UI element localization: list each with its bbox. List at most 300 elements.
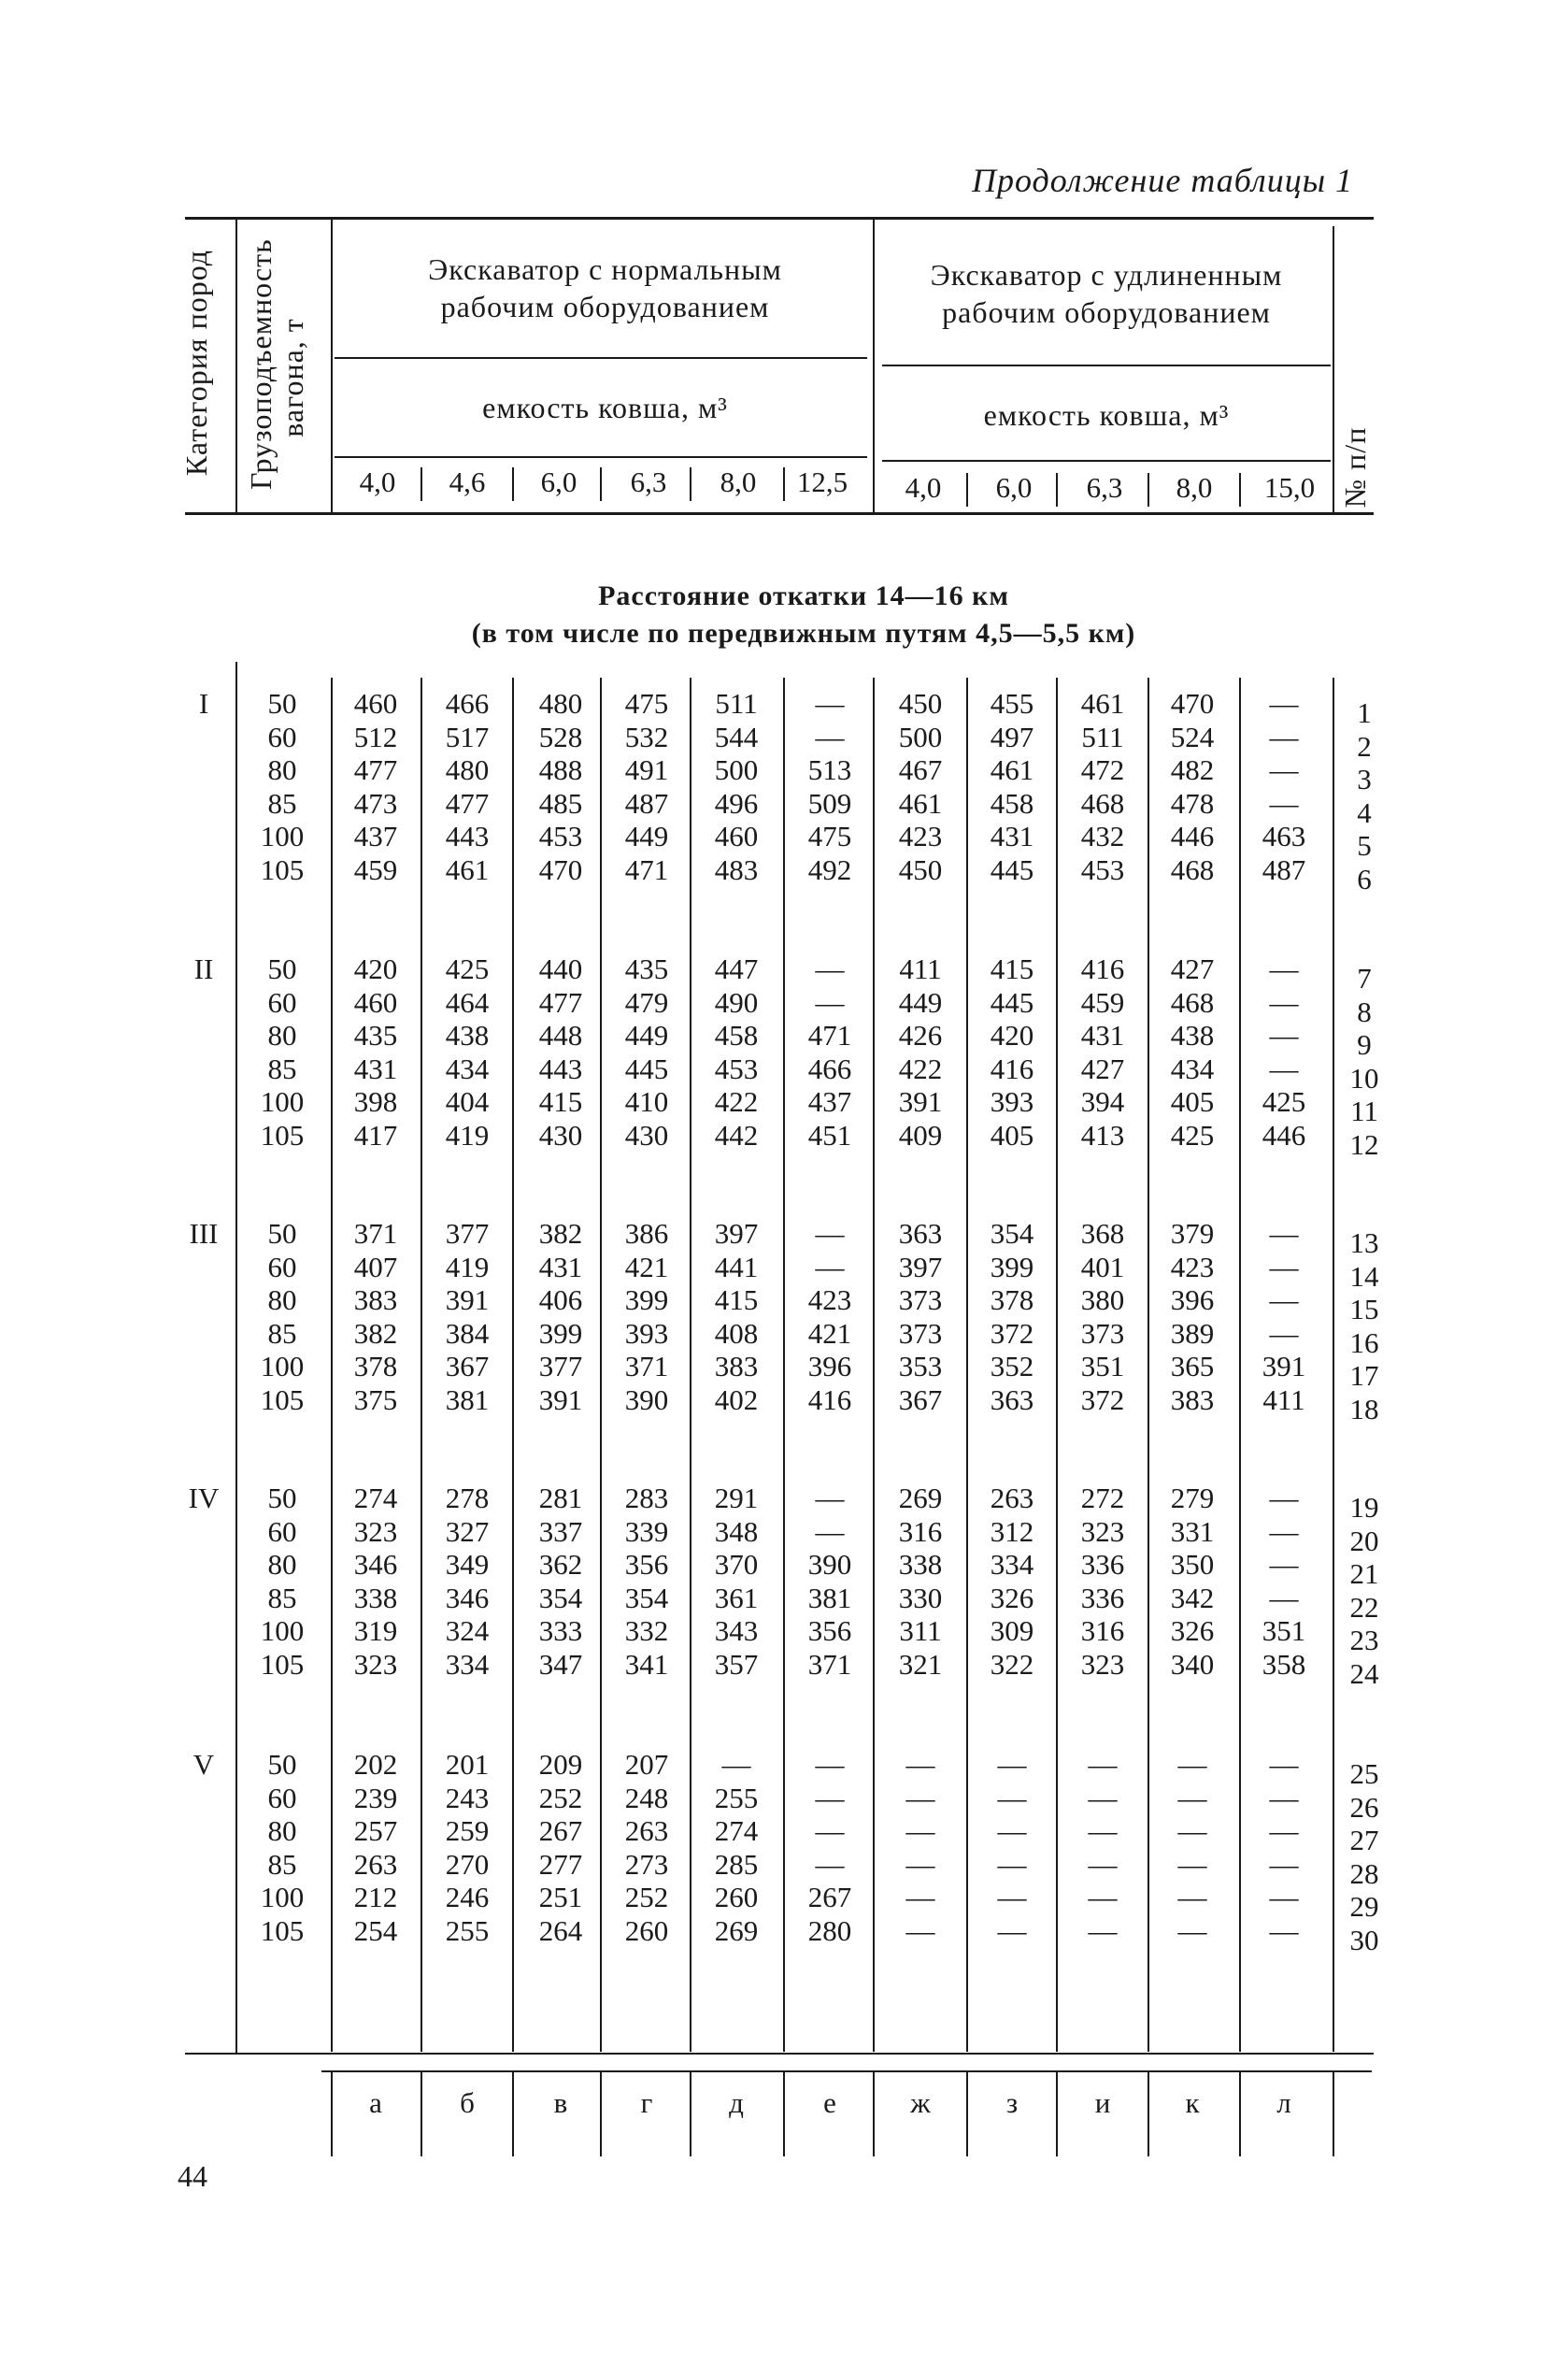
table-cell: — xyxy=(1269,753,1299,786)
table-cell: 349 xyxy=(445,1548,490,1581)
capacity-cell: 60 xyxy=(267,720,297,753)
table-cell: 431 xyxy=(1080,1019,1125,1052)
header-vline-4 xyxy=(1333,226,1334,512)
table-cell: 511 xyxy=(715,687,758,720)
table-cell: 339 xyxy=(624,1514,669,1548)
table-cell: 347 xyxy=(538,1647,583,1681)
table-cell: 375 xyxy=(353,1382,398,1416)
capacity-cell: 85 xyxy=(267,1316,297,1350)
table-cell: 363 xyxy=(990,1382,1034,1416)
table-cell: — xyxy=(815,1781,845,1814)
table-cell: — xyxy=(815,1814,845,1847)
capacity-cell: 50 xyxy=(267,1217,297,1250)
table-cell: 411 xyxy=(899,952,942,985)
table-cell: 254 xyxy=(353,1913,398,1947)
table-cell: 358 xyxy=(1262,1647,1306,1681)
page-number: 44 xyxy=(178,2159,207,2193)
table-cell: 455 xyxy=(990,687,1034,720)
table-cell: — xyxy=(1269,1748,1299,1781)
group1-title-line1: Экскаватор с нормальным xyxy=(428,252,782,286)
table-cell: 356 xyxy=(807,1614,852,1647)
table-cell: 480 xyxy=(538,687,583,720)
table-cell: 257 xyxy=(353,1814,398,1847)
row-number: 23 xyxy=(1349,1624,1379,1656)
table-cell: 431 xyxy=(353,1052,398,1085)
table-cell: 274 xyxy=(714,1814,759,1847)
body-vline xyxy=(966,678,968,2052)
table-cell: 291 xyxy=(714,1482,759,1514)
table-cell: — xyxy=(815,1482,845,1514)
table-cell: 492 xyxy=(807,852,852,886)
table-cell: 243 xyxy=(445,1781,490,1814)
table-cell: — xyxy=(1269,1316,1299,1350)
table-cell: 354 xyxy=(624,1581,669,1614)
table-cell: 263 xyxy=(353,1847,398,1881)
table-cell: 416 xyxy=(990,1052,1034,1085)
capacity-cell: 50 xyxy=(267,1482,297,1514)
table-cell: 343 xyxy=(714,1614,759,1647)
group2-title xyxy=(882,256,1331,331)
row-number: 27 xyxy=(1349,1824,1379,1856)
row-number: 26 xyxy=(1349,1790,1379,1824)
table-cell: 260 xyxy=(714,1881,759,1913)
table-cell: — xyxy=(815,952,845,985)
table-cell: 490 xyxy=(714,985,759,1019)
table-cell: 464 xyxy=(445,985,490,1019)
table-cell: 399 xyxy=(990,1250,1034,1283)
table-cell: 401 xyxy=(1080,1250,1125,1283)
table-cell: 269 xyxy=(714,1913,759,1947)
table-cell: 323 xyxy=(353,1514,398,1548)
column-letter: г xyxy=(640,2086,653,2119)
capacity-cell: 100 xyxy=(260,820,305,852)
table-cell: 459 xyxy=(353,852,398,886)
table-cell: 446 xyxy=(1170,820,1215,852)
body-vline xyxy=(1147,678,1149,2052)
table-cell: 338 xyxy=(898,1548,943,1581)
footer-divider xyxy=(1056,2070,1058,2156)
table-cell: 431 xyxy=(990,820,1034,852)
table-cell: 248 xyxy=(624,1781,669,1814)
table-cell: 487 xyxy=(624,786,669,820)
group2-title-line2: рабочим оборудованием xyxy=(942,295,1271,329)
table-cell: 432 xyxy=(1080,820,1125,852)
row-number: 22 xyxy=(1349,1590,1379,1624)
capacity-cell: 80 xyxy=(267,1283,297,1316)
table-cell: 396 xyxy=(807,1350,852,1382)
capacity-header xyxy=(245,237,320,518)
capacity-cell: 60 xyxy=(267,1250,297,1283)
category-label: II xyxy=(193,952,214,985)
group1-title-line2: рабочим оборудованием xyxy=(440,290,770,323)
bucket-value: 6,0 xyxy=(540,465,577,498)
header-vline-1 xyxy=(235,217,237,512)
footer-divider xyxy=(1333,2070,1334,2156)
table-cell: 416 xyxy=(1080,952,1125,985)
table-cell: 420 xyxy=(990,1019,1034,1052)
table-cell: 239 xyxy=(353,1781,398,1814)
table-cell: 500 xyxy=(898,720,943,753)
row-number: 4 xyxy=(1357,795,1372,829)
group1-title xyxy=(346,251,864,325)
table-cell: 453 xyxy=(1080,852,1125,886)
table-cell: — xyxy=(1269,952,1299,985)
table-cell: 405 xyxy=(1170,1085,1215,1118)
group2-bucket-label: емкость ковша, м³ xyxy=(983,398,1230,432)
table-cell: 393 xyxy=(624,1316,669,1350)
table-cell: 397 xyxy=(898,1250,943,1283)
body-vline xyxy=(690,678,691,2052)
table-cell: 362 xyxy=(538,1548,583,1581)
row-number: 17 xyxy=(1349,1359,1379,1392)
table-cell: 470 xyxy=(1170,687,1215,720)
table-cell: 372 xyxy=(1080,1382,1125,1416)
table-cell: 477 xyxy=(445,786,490,820)
table-cell: 390 xyxy=(807,1548,852,1581)
table-cell: — xyxy=(1269,1052,1299,1085)
table-cell: — xyxy=(1269,985,1299,1019)
table-cell: 251 xyxy=(538,1881,583,1913)
table-cell: 427 xyxy=(1080,1052,1125,1085)
table-cell: — xyxy=(1269,1514,1299,1548)
footer-divider xyxy=(783,2070,785,2156)
table-cell: 341 xyxy=(624,1647,669,1681)
table-cell: 497 xyxy=(990,720,1034,753)
table-cell: 461 xyxy=(445,852,490,886)
table-cell: 517 xyxy=(445,720,490,753)
capacity-cell: 60 xyxy=(267,1514,297,1548)
table-cell: 393 xyxy=(990,1085,1034,1118)
table-cell: 445 xyxy=(990,852,1034,886)
table-cell: 437 xyxy=(353,820,398,852)
row-number: 6 xyxy=(1357,862,1372,895)
bucket-value: 8,0 xyxy=(1176,471,1213,504)
table-cell: 430 xyxy=(538,1118,583,1152)
table-cell: 259 xyxy=(445,1814,490,1847)
table-cell: 212 xyxy=(353,1881,398,1913)
table-cell: 398 xyxy=(353,1085,398,1118)
table-cell: 434 xyxy=(445,1052,490,1085)
table-cell: 207 xyxy=(624,1748,669,1781)
table-cell: 442 xyxy=(714,1118,759,1152)
category-label: III xyxy=(189,1217,219,1250)
table-cell: 319 xyxy=(353,1614,398,1647)
footer-divider xyxy=(966,2070,968,2156)
table-cell: 420 xyxy=(353,952,398,985)
table-cell: 471 xyxy=(807,1019,852,1052)
bucket-divider xyxy=(600,467,602,501)
table-cell: 485 xyxy=(538,786,583,820)
table-cell: 435 xyxy=(353,1019,398,1052)
table-cell: 461 xyxy=(898,786,943,820)
table-cell: 350 xyxy=(1170,1548,1215,1581)
capacity-cell: 105 xyxy=(260,1647,305,1681)
table-cell: — xyxy=(905,1748,935,1781)
table-cell: 404 xyxy=(445,1085,490,1118)
table-cell: — xyxy=(1269,786,1299,820)
table-cell: 468 xyxy=(1170,985,1215,1019)
table-cell: — xyxy=(1269,1913,1299,1947)
table-cell: 441 xyxy=(714,1250,759,1283)
section-title-line1: Расстояние откатки 14—16 км xyxy=(598,580,1009,611)
header-bottom-rule xyxy=(185,512,1374,515)
header-vline-2 xyxy=(331,217,333,512)
table-cell: 274 xyxy=(353,1482,398,1514)
table-cell: 483 xyxy=(714,852,759,886)
table-cell: 423 xyxy=(1170,1250,1215,1283)
capacity-cell: 100 xyxy=(260,1614,305,1647)
table-caption: Продолжение таблицы 1 xyxy=(972,162,1354,199)
table-cell: 352 xyxy=(990,1350,1034,1382)
table-cell: 383 xyxy=(353,1283,398,1316)
table-cell: 425 xyxy=(1170,1118,1215,1152)
table-cell: 330 xyxy=(898,1581,943,1614)
table-cell: 435 xyxy=(624,952,669,985)
footer-divider xyxy=(512,2070,514,2156)
table-cell: 427 xyxy=(1170,952,1215,985)
table-cell: — xyxy=(1088,1913,1118,1947)
table-cell: 415 xyxy=(538,1085,583,1118)
table-cell: 260 xyxy=(624,1913,669,1947)
table-cell: 333 xyxy=(538,1614,583,1647)
number-header: № п/п xyxy=(1338,426,1372,508)
table-cell: 370 xyxy=(714,1548,759,1581)
table-cell: 426 xyxy=(898,1019,943,1052)
table-cell: — xyxy=(1269,1548,1299,1581)
capacity-cell: 50 xyxy=(267,1748,297,1781)
table-cell: 423 xyxy=(898,820,943,852)
table-cell: 336 xyxy=(1080,1548,1125,1581)
table-cell: 273 xyxy=(624,1847,669,1881)
table-cell: 285 xyxy=(714,1847,759,1881)
table-cell: 373 xyxy=(898,1316,943,1350)
table-cell: 473 xyxy=(353,786,398,820)
table-cell: — xyxy=(1269,687,1299,720)
table-cell: 475 xyxy=(624,687,669,720)
capacity-cell: 60 xyxy=(267,1781,297,1814)
table-cell: 422 xyxy=(898,1052,943,1085)
table-cell: 471 xyxy=(624,852,669,886)
table-cell: 209 xyxy=(538,1748,583,1781)
table-cell: 394 xyxy=(1080,1085,1125,1118)
table-cell: 336 xyxy=(1080,1581,1125,1614)
table-cell: — xyxy=(815,1250,845,1283)
column-letter: ж xyxy=(910,2086,931,2119)
table-cell: — xyxy=(1269,1019,1299,1052)
table-cell: 402 xyxy=(714,1382,759,1416)
group2-title-line1: Экскаватор с удлиненным xyxy=(930,258,1283,292)
group1-mid-rule xyxy=(335,357,867,359)
table-cell: 280 xyxy=(807,1913,852,1947)
table-cell: 327 xyxy=(445,1514,490,1548)
body-vline xyxy=(1056,678,1058,2052)
table-cell: 513 xyxy=(807,753,852,786)
table-cell: — xyxy=(1269,1881,1299,1913)
table-cell: 346 xyxy=(353,1548,398,1581)
body-bottom-rule xyxy=(185,2053,1374,2055)
table-cell: — xyxy=(1269,1482,1299,1514)
table-cell: 422 xyxy=(714,1085,759,1118)
table-cell: 278 xyxy=(445,1482,490,1514)
capacity-cell: 80 xyxy=(267,1548,297,1581)
capacity-cell: 50 xyxy=(267,952,297,985)
table-cell: 309 xyxy=(990,1614,1034,1647)
table-cell: — xyxy=(1088,1881,1118,1913)
table-cell: 447 xyxy=(714,952,759,985)
table-cell: 461 xyxy=(1080,687,1125,720)
table-cell: 354 xyxy=(990,1217,1034,1250)
table-cell: — xyxy=(997,1881,1027,1913)
column-letter: б xyxy=(460,2086,475,2119)
table-cell: 423 xyxy=(807,1283,852,1316)
table-cell: 460 xyxy=(353,687,398,720)
table-cell: 416 xyxy=(807,1382,852,1416)
table-cell: 283 xyxy=(624,1482,669,1514)
table-cell: 252 xyxy=(624,1881,669,1913)
table-cell: 480 xyxy=(445,753,490,786)
table-cell: — xyxy=(1177,1847,1207,1881)
table-cell: 478 xyxy=(1170,786,1215,820)
table-cell: 281 xyxy=(538,1482,583,1514)
category-label: IV xyxy=(188,1482,220,1514)
table-cell: 357 xyxy=(714,1647,759,1681)
capacity-cell: 80 xyxy=(267,1019,297,1052)
table-cell: — xyxy=(1269,720,1299,753)
capacity-cell: 60 xyxy=(267,985,297,1019)
row-number: 18 xyxy=(1349,1392,1379,1425)
table-cell: 379 xyxy=(1170,1217,1215,1250)
table-cell: 351 xyxy=(1262,1614,1306,1647)
table-cell: 458 xyxy=(990,786,1034,820)
bucket-value: 6,0 xyxy=(995,471,1033,504)
column-letter: з xyxy=(1005,2086,1019,2119)
capacity-cell: 105 xyxy=(260,852,305,886)
category-label: I xyxy=(198,687,209,720)
capacity-cell: 85 xyxy=(267,1581,297,1614)
row-number: 15 xyxy=(1349,1293,1379,1325)
table-cell: 371 xyxy=(807,1647,852,1681)
capacity-cell: 85 xyxy=(267,1847,297,1881)
table-cell: 334 xyxy=(445,1647,490,1681)
table-cell: 267 xyxy=(807,1881,852,1913)
bucket-divider xyxy=(512,467,514,501)
table-cell: 419 xyxy=(445,1118,490,1152)
bucket-divider xyxy=(421,467,422,501)
table-cell: — xyxy=(1269,1250,1299,1283)
section-title xyxy=(336,578,1271,652)
table-cell: 421 xyxy=(624,1250,669,1283)
bucket-divider xyxy=(1056,473,1058,507)
column-letter: и xyxy=(1094,2086,1111,2119)
table-cell: 279 xyxy=(1170,1482,1215,1514)
table-cell: 365 xyxy=(1170,1350,1215,1382)
table-cell: 378 xyxy=(990,1283,1034,1316)
table-cell: 413 xyxy=(1080,1118,1125,1152)
table-cell: 316 xyxy=(1080,1614,1125,1647)
table-cell: 316 xyxy=(898,1514,943,1548)
bucket-value: 4,0 xyxy=(905,471,942,504)
table-cell: 391 xyxy=(898,1085,943,1118)
bucket-divider xyxy=(1239,473,1241,507)
table-cell: 334 xyxy=(990,1548,1034,1581)
table-cell: 368 xyxy=(1080,1217,1125,1250)
table-cell: 440 xyxy=(538,952,583,985)
group1-bucket-rule xyxy=(335,456,867,458)
table-cell: 399 xyxy=(538,1316,583,1350)
table-cell: 255 xyxy=(714,1781,759,1814)
bucket-divider xyxy=(1147,473,1149,507)
bucket-value: 6,3 xyxy=(630,465,667,498)
table-cell: — xyxy=(1269,1217,1299,1250)
table-cell: 312 xyxy=(990,1514,1034,1548)
table-cell: 351 xyxy=(1080,1350,1125,1382)
body-vline xyxy=(783,678,785,2052)
table-cell: 264 xyxy=(538,1913,583,1947)
table-cell: 342 xyxy=(1170,1581,1215,1614)
table-cell: 449 xyxy=(624,820,669,852)
section-title-line2: (в том числе по передвижным путям 4,5—5,5 км) xyxy=(471,618,1136,649)
table-cell: 460 xyxy=(353,985,398,1019)
table-cell: 378 xyxy=(353,1350,398,1382)
table-cell: 410 xyxy=(624,1085,669,1118)
table-cell: — xyxy=(905,1781,935,1814)
table-cell: 396 xyxy=(1170,1283,1215,1316)
table-cell: 321 xyxy=(898,1647,943,1681)
table-cell: 337 xyxy=(538,1514,583,1548)
table-cell: 383 xyxy=(1170,1382,1215,1416)
table-cell: 384 xyxy=(445,1316,490,1350)
table-cell: 450 xyxy=(898,687,943,720)
table-cell: — xyxy=(1269,1781,1299,1814)
table-cell: 449 xyxy=(624,1019,669,1052)
row-number: 30 xyxy=(1349,1923,1379,1956)
category-label: V xyxy=(192,1748,215,1781)
table-cell: 415 xyxy=(990,952,1034,985)
table-cell: 332 xyxy=(624,1614,669,1647)
header-top-rule xyxy=(185,217,1374,220)
table-cell: 267 xyxy=(538,1814,583,1847)
table-cell: 407 xyxy=(353,1250,398,1283)
column-letter: а xyxy=(369,2086,382,2119)
footer-divider xyxy=(690,2070,691,2156)
table-cell: 417 xyxy=(353,1118,398,1152)
table-cell: — xyxy=(905,1881,935,1913)
table-cell: — xyxy=(815,1217,845,1250)
capacity-cell: 80 xyxy=(267,1814,297,1847)
table-cell: 438 xyxy=(1170,1019,1215,1052)
column-letter: к xyxy=(1185,2086,1200,2119)
table-cell: 255 xyxy=(445,1913,490,1947)
row-number: 1 xyxy=(1357,696,1372,729)
table-cell: — xyxy=(905,1913,935,1947)
table-cell: 453 xyxy=(714,1052,759,1085)
table-cell: 450 xyxy=(898,852,943,886)
capacity-cell: 85 xyxy=(267,786,297,820)
table-cell: 405 xyxy=(990,1118,1034,1152)
table-cell: — xyxy=(1088,1814,1118,1847)
table-cell: — xyxy=(1177,1814,1207,1847)
capacity-cell: 105 xyxy=(260,1382,305,1416)
table-cell: 383 xyxy=(714,1350,759,1382)
table-cell: — xyxy=(1177,1913,1207,1947)
row-number: 11 xyxy=(1350,1095,1378,1127)
table-cell: 415 xyxy=(714,1283,759,1316)
table-cell: 466 xyxy=(807,1052,852,1085)
capacity-cell: 105 xyxy=(260,1913,305,1947)
body-vline xyxy=(512,678,514,2052)
table-cell: — xyxy=(1269,1283,1299,1316)
row-number: 12 xyxy=(1349,1127,1379,1161)
